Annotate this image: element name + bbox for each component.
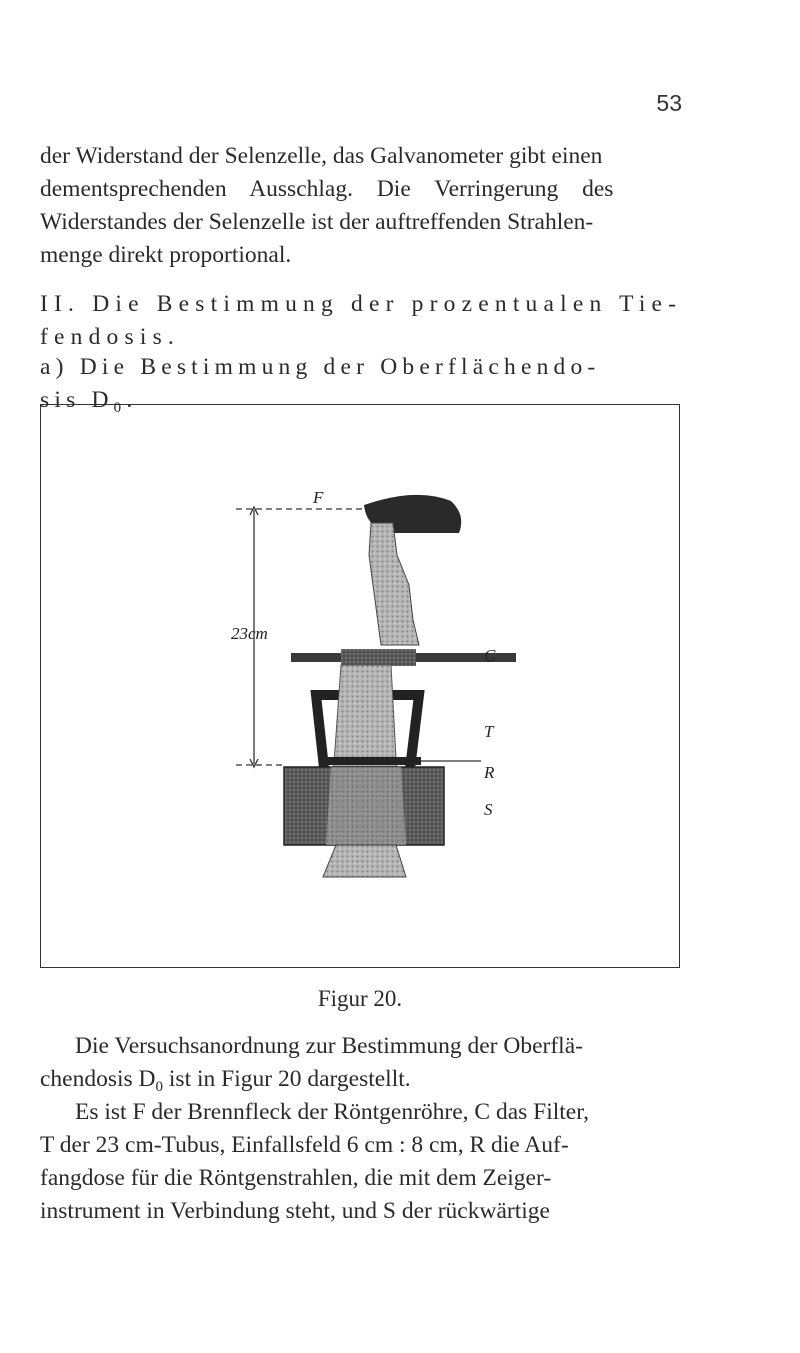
figure-caption: Figur 20. [317,986,403,1011]
text-line: instrument in Verbindung steht, und S der rückwärtige [40,1198,550,1224]
label-distance: 23cm [231,624,268,643]
heading-line: a) Die Bestimmung der Oberflächendo- [40,354,601,380]
detector-dose [321,757,421,765]
text-line: chendosis $D_0$ ist in Figur 20 dargestellt. [40,1066,411,1095]
paragraph-1 [40,140,682,272]
beam-body [369,523,419,645]
heading-line: II. Die Bestimmung der prozentualen Tie- [40,291,683,317]
heading-line: sis $D_0$. [40,387,138,416]
label-r: R [484,763,495,782]
label-f: F [313,488,324,507]
page-number: 53 [656,90,682,116]
subscript: 0 [113,400,127,416]
paragraph-2 [40,1030,682,1099]
text-line: der Widerstand der Selenzelle, das Galvanometer gibt einen [40,143,603,169]
heading-line: fendosis. [40,324,181,350]
text-line: dementsprechenden Ausschlag. Die Verringerung des [40,176,614,202]
label-s: S [484,800,493,819]
text-line: Die Versuchsanordnung zur Bestimmung der Oberflä- [75,1033,583,1059]
text-line: T der 23 cm-Tubus, Einfallsfeld 6 cm : 8 cm, R die Auf- [40,1132,569,1158]
subscript: 0 [155,1079,164,1095]
text-line: fangdose für die Röntgenstrahlen, die mit dem Zeiger- [40,1165,552,1191]
text-line: Es ist F der Brennfleck der Röntgenröhre, C das Filter, [75,1099,589,1125]
label-c: C [484,646,496,665]
section-heading-ii [40,288,682,354]
xray-setup-diagram [41,405,678,966]
paragraph-3 [40,1096,682,1228]
text-line: Widerstandes der Selenzelle ist der auftreffenden Strahlen- [40,209,594,235]
label-t: T [484,722,494,741]
exit-beam [323,845,406,877]
figure-frame [40,404,680,968]
text-line: menge direkt proportional. [40,242,292,268]
